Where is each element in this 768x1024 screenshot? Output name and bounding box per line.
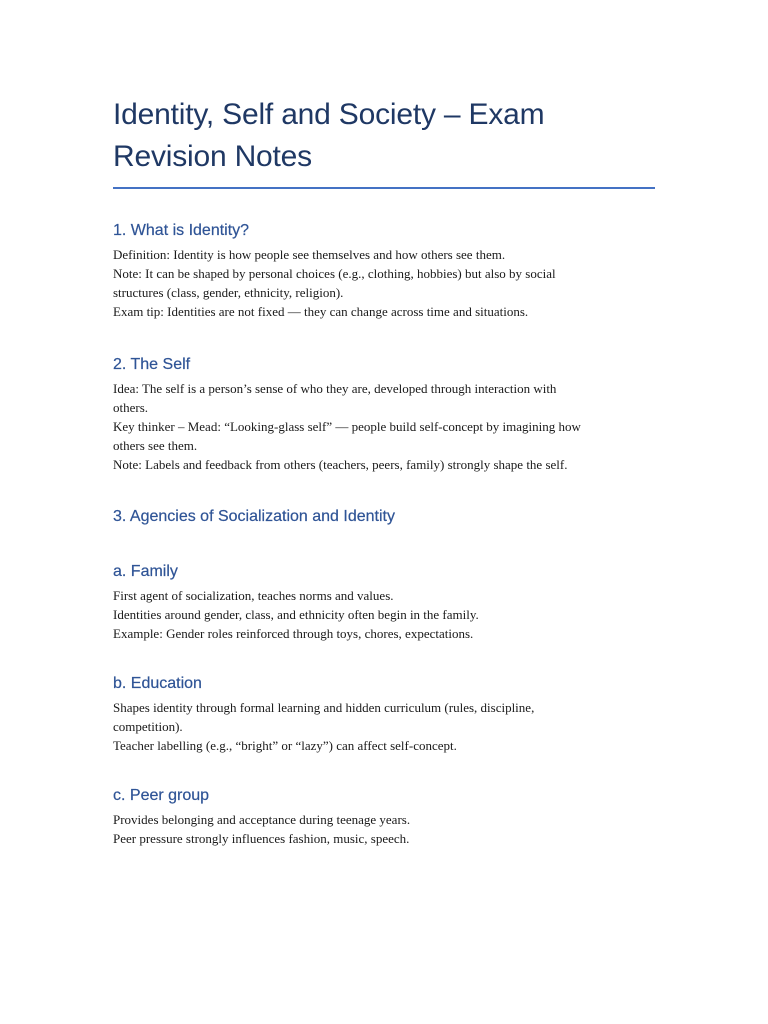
body-line: Note: It can be shaped by personal choices (e.g., clothing, hobbies) but also by social <box>113 266 556 281</box>
document-page <box>113 94 658 848</box>
title-line-1: Identity, Self and Society – Exam <box>113 98 545 131</box>
title-underline <box>113 187 655 189</box>
body-line: Identities around gender, class, and ethnicity often begin in the family. <box>113 607 479 622</box>
subsection-body-family <box>113 586 658 643</box>
subsection-body-education <box>113 698 658 755</box>
subsection-heading-peer-group: c. Peer group <box>113 787 210 804</box>
body-line: Peer pressure strongly influences fashion, music, speech. <box>113 831 410 846</box>
body-line: others see them. <box>113 438 198 453</box>
body-line: First agent of socialization, teaches norms and values. <box>113 588 394 603</box>
subsection-heading-education: b. Education <box>113 675 202 692</box>
body-line: Exam tip: Identities are not fixed — they can change across time and situations. <box>113 304 529 319</box>
subsection-body-peer-group <box>113 810 658 848</box>
subsection-heading-family: a. Family <box>113 563 178 580</box>
body-line: Shapes identity through formal learning and hidden curriculum (rules, discipline, <box>113 700 535 715</box>
body-line: Example: Gender roles reinforced through toys, chores, expectations. <box>113 626 474 641</box>
document-title <box>113 94 658 178</box>
body-line: Definition: Identity is how people see themselves and how others see them. <box>113 247 506 262</box>
section-body-the-self <box>113 379 658 474</box>
section-heading-what-is-identity: 1. What is Identity? <box>113 222 250 239</box>
body-line: Teacher labelling (e.g., “bright” or “lazy”) can affect self-concept. <box>113 738 457 753</box>
body-line: Key thinker – Mead: “Looking-glass self” — people build self-concept by imagining how <box>113 419 581 434</box>
body-line: Note: Labels and feedback from others (teachers, peers, family) strongly shape the self. <box>113 457 568 472</box>
section-body-what-is-identity <box>113 245 658 321</box>
body-line: Provides belonging and acceptance during teenage years. <box>113 812 411 827</box>
body-line: Idea: The self is a person’s sense of who they are, developed through interaction with <box>113 381 557 396</box>
title-line-2: Revision Notes <box>113 140 312 173</box>
body-line: competition). <box>113 719 183 734</box>
body-line: others. <box>113 400 149 415</box>
body-line: structures (class, gender, ethnicity, religion). <box>113 285 344 300</box>
section-heading-the-self: 2. The Self <box>113 356 191 373</box>
section-heading-agencies-of-socialization: 3. Agencies of Socialization and Identity <box>113 508 395 525</box>
